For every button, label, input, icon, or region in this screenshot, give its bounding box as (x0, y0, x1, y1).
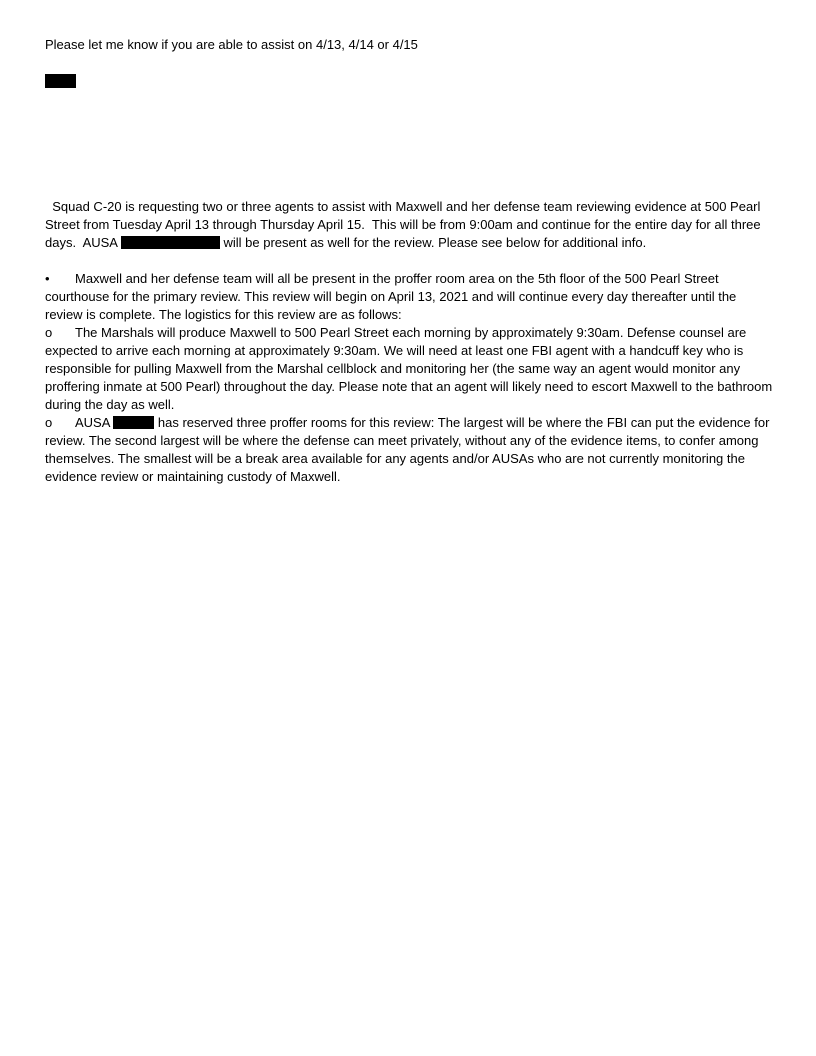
intro-paragraph (45, 198, 775, 252)
bullet-text: Maxwell and her defense team will all be present in the proffer room area on the 5th floor of the 500 Pearl Street courthouse for the primary review. This review will begin on April 13, 2021 and will continue every day thereafter until the review is complete. The logistics for this review are as follows: (45, 271, 737, 322)
sub-bullet-text-suffix: has reserved three proffer rooms for this review: The largest will be where the FBI can put the evidence for review. The second largest will be where the defense can meet privately, without any of the evidence items, to confer among themselves. The smallest will be a break area available for any agents and/or AUSAs who are not currently monitoring the evidence review or maintaining custody of Maxwell. (45, 415, 770, 484)
request-line: Please let me know if you are able to assist on 4/13, 4/14 or 4/15 (45, 37, 418, 52)
bullet-marker: • (45, 271, 50, 286)
ausa-name-redaction (113, 416, 154, 429)
sub-bullet-marker: o (45, 415, 53, 430)
bullet-item-1 (45, 270, 775, 324)
sub-bullet-marker: o (45, 325, 53, 340)
sub-bullet-text-prefix: AUSA (75, 415, 114, 430)
signature-redaction (45, 74, 76, 88)
intro-text-part1: Squad C-20 is requesting two or three agents to assist with Maxwell and her defense team reviewing evidence at 500 Pearl Street from Tuesday April 13 through Thursday April 15. This will be from 9:00am and continue for the entire day for all three days. AUSA (45, 199, 765, 250)
intro-text-part2: will be present as well for the review. Please see below for additional info. (219, 235, 647, 250)
bullet-item-3 (45, 414, 775, 486)
sub-bullet-text: The Marshals will produce Maxwell to 500 Pearl Street each morning by approximately 9:30am. Defense counsel are expected to arrive each morning at approximately 9:30am. We will need at least one FBI agent with a handcuff key who is responsible for pulling Maxwell from the Marshal cellblock and monitoring her (the same way an agent would monitor any proffering inmate at 500 Pearl) throughout the day. Please note that an agent will likely need to escort Maxwell to the bathroom during the day as well. (45, 325, 773, 412)
ausa-name-redaction (121, 236, 220, 249)
bullet-item-2 (45, 324, 775, 414)
